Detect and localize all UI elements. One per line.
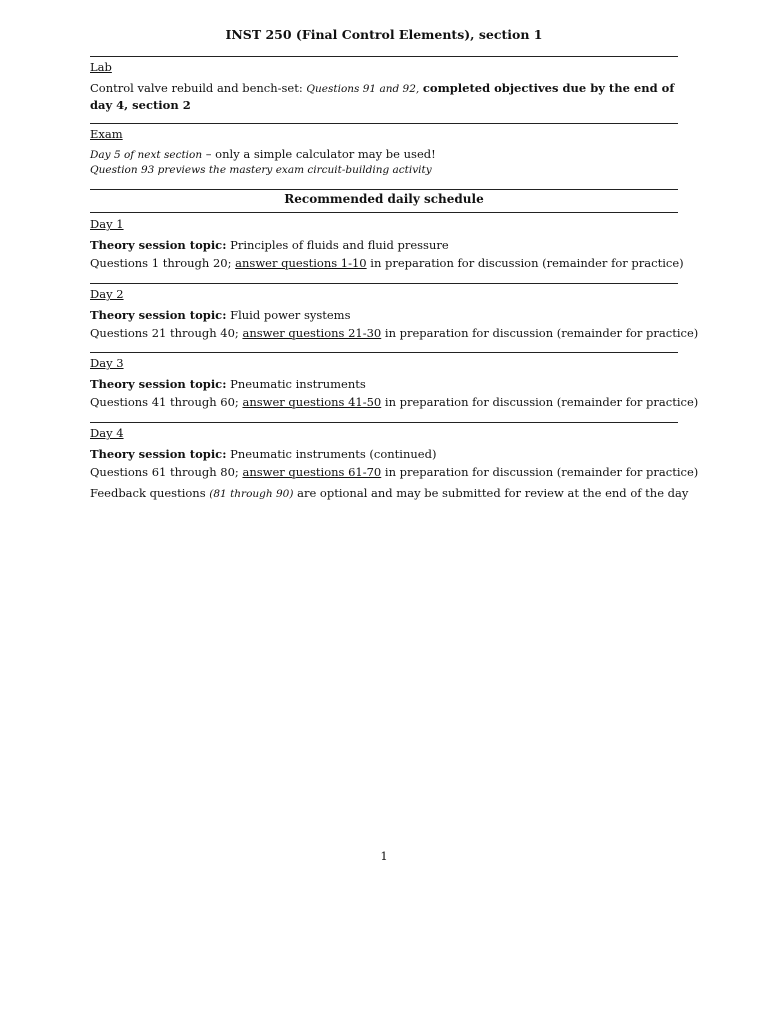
answer-questions-link[interactable]: answer questions 61-70 (242, 465, 382, 479)
feedback-prefix: Feedback questions (90, 486, 210, 500)
exam-section (90, 126, 678, 178)
feedback-line (90, 484, 689, 503)
questions-prefix: Questions 61 through 80; (90, 465, 243, 479)
feedback-range: (81 through 90) (209, 488, 294, 500)
exam-line-1 (90, 147, 678, 163)
topic-text: Principles of fluids and fluid pressure (230, 238, 449, 252)
day-heading: Day 2 (90, 287, 124, 301)
divider (90, 283, 678, 284)
questions-suffix: in preparation for discussion (remainder for practice) (381, 326, 699, 340)
lab-due-text: completed objectives due by the end of day 4, section 2 (90, 81, 675, 112)
questions-suffix: in preparation for discussion (remainder for practice) (381, 395, 699, 409)
topic-line (90, 375, 678, 393)
topic-text: Pneumatic instruments (230, 377, 366, 391)
topic-line (90, 306, 678, 324)
lab-questions: Questions 91 and 92, (306, 83, 420, 95)
topic-line (90, 445, 678, 463)
page-number: 1 (380, 849, 388, 863)
questions-prefix: Questions 1 through 20; (90, 256, 236, 270)
divider (90, 123, 678, 124)
divider (90, 212, 678, 213)
questions-line (90, 324, 699, 342)
exam-note: – only a simple calculator may be used! (202, 147, 436, 161)
divider (90, 189, 678, 190)
divider (90, 422, 678, 423)
answer-questions-link[interactable]: answer questions 1-10 (235, 256, 367, 270)
document-title: INST 250 (Final Control Elements), section 1 (225, 27, 543, 42)
divider (90, 352, 678, 353)
lab-section (90, 59, 678, 113)
answer-questions-link[interactable]: answer questions 41-50 (242, 395, 382, 409)
exam-day: Day 5 of next section (90, 149, 203, 161)
questions-prefix: Questions 21 through 40; (90, 326, 243, 340)
day-section (90, 216, 684, 272)
topic-label: Theory session topic: (90, 447, 227, 461)
day-heading: Day 4 (90, 426, 124, 440)
answer-questions-link[interactable]: answer questions 21-30 (242, 326, 382, 340)
topic-label: Theory session topic: (90, 238, 227, 252)
day-section (90, 425, 699, 503)
topic-text: Pneumatic instruments (continued) (230, 447, 437, 461)
day-section (90, 286, 699, 342)
topic-text: Fluid power systems (230, 308, 351, 322)
day-heading: Day 1 (90, 217, 124, 231)
lab-text-prefix: Control valve rebuild and bench-set: (90, 81, 303, 95)
schedule-heading: Recommended daily schedule (284, 192, 484, 206)
exam-heading: Exam (90, 127, 123, 141)
divider (90, 56, 678, 57)
day-section (90, 355, 699, 411)
topic-label: Theory session topic: (90, 377, 227, 391)
lab-text (90, 80, 678, 113)
exam-line-2: Question 93 previews the mastery exam circuit-building activity (90, 164, 432, 176)
topic-line (90, 236, 678, 254)
questions-suffix: in preparation for discussion (remainder for practice) (366, 256, 684, 270)
lab-heading: Lab (90, 60, 112, 74)
day-heading: Day 3 (90, 356, 124, 370)
document-page (90, 0, 699, 1024)
questions-line (90, 254, 684, 272)
questions-suffix: in preparation for discussion (remainder for practice) (381, 465, 699, 479)
questions-prefix: Questions 41 through 60; (90, 395, 243, 409)
topic-label: Theory session topic: (90, 308, 227, 322)
questions-line (90, 463, 699, 481)
questions-line (90, 393, 699, 411)
feedback-suffix: are optional and may be submitted for review at the end of the day (293, 486, 689, 500)
